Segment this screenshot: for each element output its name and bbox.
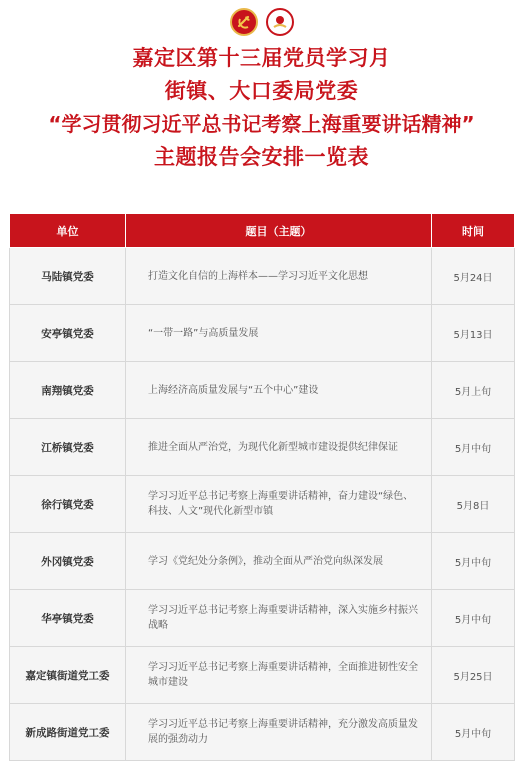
unit-cell: 徐行镇党委	[10, 476, 126, 533]
topic-cell: 学习《党纪处分条例》，推动全面从严治党向纵深发展	[126, 533, 432, 590]
unit-cell: 外冈镇党委	[10, 533, 126, 590]
topic-cell: 打造文化自信的上海样本——学习习近平文化思想	[126, 248, 432, 305]
page-title	[0, 42, 523, 174]
table-row	[10, 248, 515, 305]
title-line-2: 街镇、大口委局党委	[164, 79, 359, 103]
header-topic: 题目（主题）	[126, 214, 432, 248]
time-cell: 5月中旬	[432, 704, 515, 761]
topic-cell: “一带一路”与高质量发展	[126, 305, 432, 362]
unit-cell: 新成路街道党工委	[10, 704, 126, 761]
time-cell: 5月中旬	[432, 533, 515, 590]
unit-cell: 嘉定镇街道党工委	[10, 647, 126, 704]
topic-cell: 学习习近平总书记考察上海重要讲话精神，深入实施乡村振兴战略	[126, 590, 432, 647]
topic-cell: 推进全面从严治党，为现代化新型城市建设提供纪律保证	[126, 419, 432, 476]
time-cell: 5月中旬	[432, 590, 515, 647]
table-row	[10, 476, 515, 533]
topic-cell: 学习习近平总书记考察上海重要讲话精神，奋力建设“绿色、科技、人文”现代化新型市镇	[126, 476, 432, 533]
header-logos	[0, 8, 523, 38]
table-row	[10, 419, 515, 476]
table-row	[10, 590, 515, 647]
table-row	[10, 704, 515, 761]
table-row	[10, 305, 515, 362]
time-cell: 5月上旬	[432, 362, 515, 419]
topic-cell: 学习习近平总书记考察上海重要讲话精神，充分激发高质量发展的强劲动力	[126, 704, 432, 761]
time-cell: 5月13日	[432, 305, 515, 362]
title-line-4: 主题报告会安排一览表	[154, 145, 369, 169]
study-month-logo-icon	[266, 8, 294, 36]
time-cell: 5月25日	[432, 647, 515, 704]
header-unit: 单位	[10, 214, 126, 248]
time-cell: 5月24日	[432, 248, 515, 305]
unit-cell: 安亭镇党委	[10, 305, 126, 362]
title-line-3: “学习贯彻习近平总书记考察上海重要讲话精神”	[48, 112, 475, 136]
table-row	[10, 362, 515, 419]
time-cell: 5月中旬	[432, 419, 515, 476]
time-cell: 5月8日	[432, 476, 515, 533]
title-line-1: 嘉定区第十三届党员学习月	[132, 46, 391, 70]
topic-cell: 学习习近平总书记考察上海重要讲话精神，全面推进韧性安全城市建设	[126, 647, 432, 704]
unit-cell: 南翔镇党委	[10, 362, 126, 419]
unit-cell: 马陆镇党委	[10, 248, 126, 305]
topic-cell: 上海经济高质量发展与“五个中心”建设	[126, 362, 432, 419]
unit-cell: 江桥镇党委	[10, 419, 126, 476]
header-time: 时间	[432, 214, 515, 248]
table-row	[10, 533, 515, 590]
unit-cell: 华亭镇党委	[10, 590, 126, 647]
schedule-table	[9, 213, 515, 761]
table-header-row	[10, 214, 515, 248]
table-row	[10, 647, 515, 704]
party-emblem-icon	[230, 8, 258, 36]
